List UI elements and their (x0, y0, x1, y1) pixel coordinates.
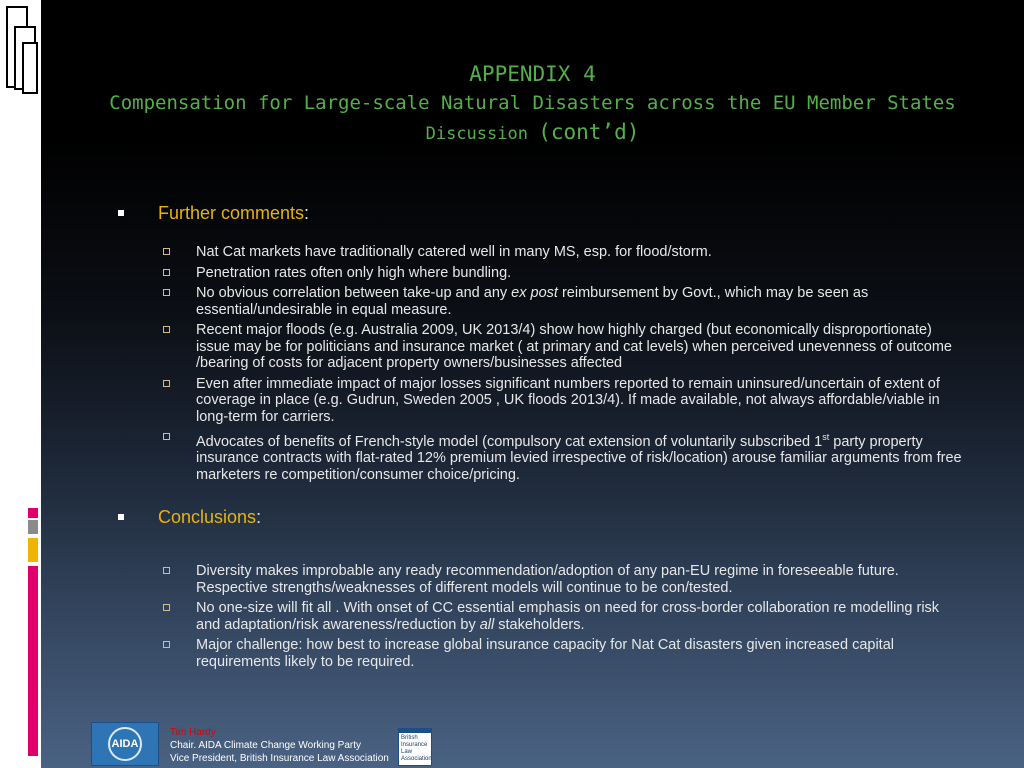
title-main: Compensation for Large-scale Natural Disasters across the EU Member States (109, 92, 956, 114)
list-item: Nat Cat markets have traditionally catered well in many MS, esp. for flood/storm. (163, 244, 963, 261)
section-further-comments-heading: Further comments: (118, 203, 309, 224)
presenter-name: Tim Hardy (170, 727, 216, 738)
list-item: No obvious correlation between take-up and any ex post reimbursement by Govt., which may be seen as essential/undesirable in equal measure. (163, 285, 963, 318)
accent-strip-grey (28, 520, 38, 534)
further-comments-list (163, 244, 963, 487)
list-item: Even after immediate impact of major losses significant numbers reported to remain uninsured/uncertain of extent of coverage in place (e.g. Gudrun, Sweden 2005 , UK floods 2013/4). If made available, not always affordable/viable in long-term for carriers. (163, 376, 963, 426)
title-appendix: APPENDIX 4 (469, 62, 596, 86)
bullet-square-icon (163, 641, 170, 648)
list-item: Advocates of benefits of French-style model (compulsory cat extension of voluntarily subscribed 1st party property insurance contracts with flat-rated 12% premium levied irrespective of risk/location) arouse familiar arguments from free marketers re competition/consumer choice/pricing. (163, 429, 963, 483)
title-sub: Discussion (cont’d) (425, 120, 640, 144)
presenter-role-2: Vice President, British Insurance Law Association (170, 753, 389, 764)
slide-title (41, 62, 1024, 144)
globe-icon: AIDA (108, 727, 142, 761)
conclusions-list (163, 563, 963, 674)
bullet-square-icon (118, 210, 124, 216)
bullet-square-icon (163, 433, 170, 440)
aida-logo (91, 722, 159, 766)
bullet-square-icon (163, 380, 170, 387)
list-item: Penetration rates often only high where bundling. (163, 265, 963, 282)
presenter-role-1: Chair. AIDA Climate Change Working Party (170, 740, 362, 751)
bullet-square-icon (163, 604, 170, 611)
bullet-square-icon (163, 567, 170, 574)
list-item: Major challenge: how best to increase global insurance capacity for Nat Cat disasters given increased capital requirements likely to be required. (163, 637, 963, 670)
section-conclusions-heading: Conclusions: (118, 507, 261, 528)
bila-logo: British Insurance Law Association (398, 728, 432, 766)
bullet-square-icon (118, 514, 124, 520)
bullet-square-icon (163, 269, 170, 276)
bullet-square-icon (163, 289, 170, 296)
list-item: Diversity makes improbable any ready recommendation/adoption of any pan-EU regime in foreseeable future. Respective strengths/weaknesses of different models will continue to be con/tested. (163, 563, 963, 596)
accent-strip-red (28, 508, 38, 518)
presenter-info (170, 726, 389, 765)
list-item: Recent major floods (e.g. Australia 2009, UK 2013/4) show how highly charged (but economically disproportionate) issue may be for politicians and insurance market ( at primary and cat levels) when perceived unevenness of outcome /bearing of costs for adjacent property owners/businesses affected (163, 322, 963, 372)
accent-strip-red-long (28, 566, 38, 756)
bullet-square-icon (163, 248, 170, 255)
accent-strip-yellow (28, 538, 38, 562)
bullet-square-icon (163, 326, 170, 333)
list-item: No one-size will fit all . With onset of CC essential emphasis on need for cross-border collaboration re modelling risk and adaptation/risk awareness/reduction by all stakeholders. (163, 600, 963, 633)
left-decor-bar (0, 0, 41, 768)
